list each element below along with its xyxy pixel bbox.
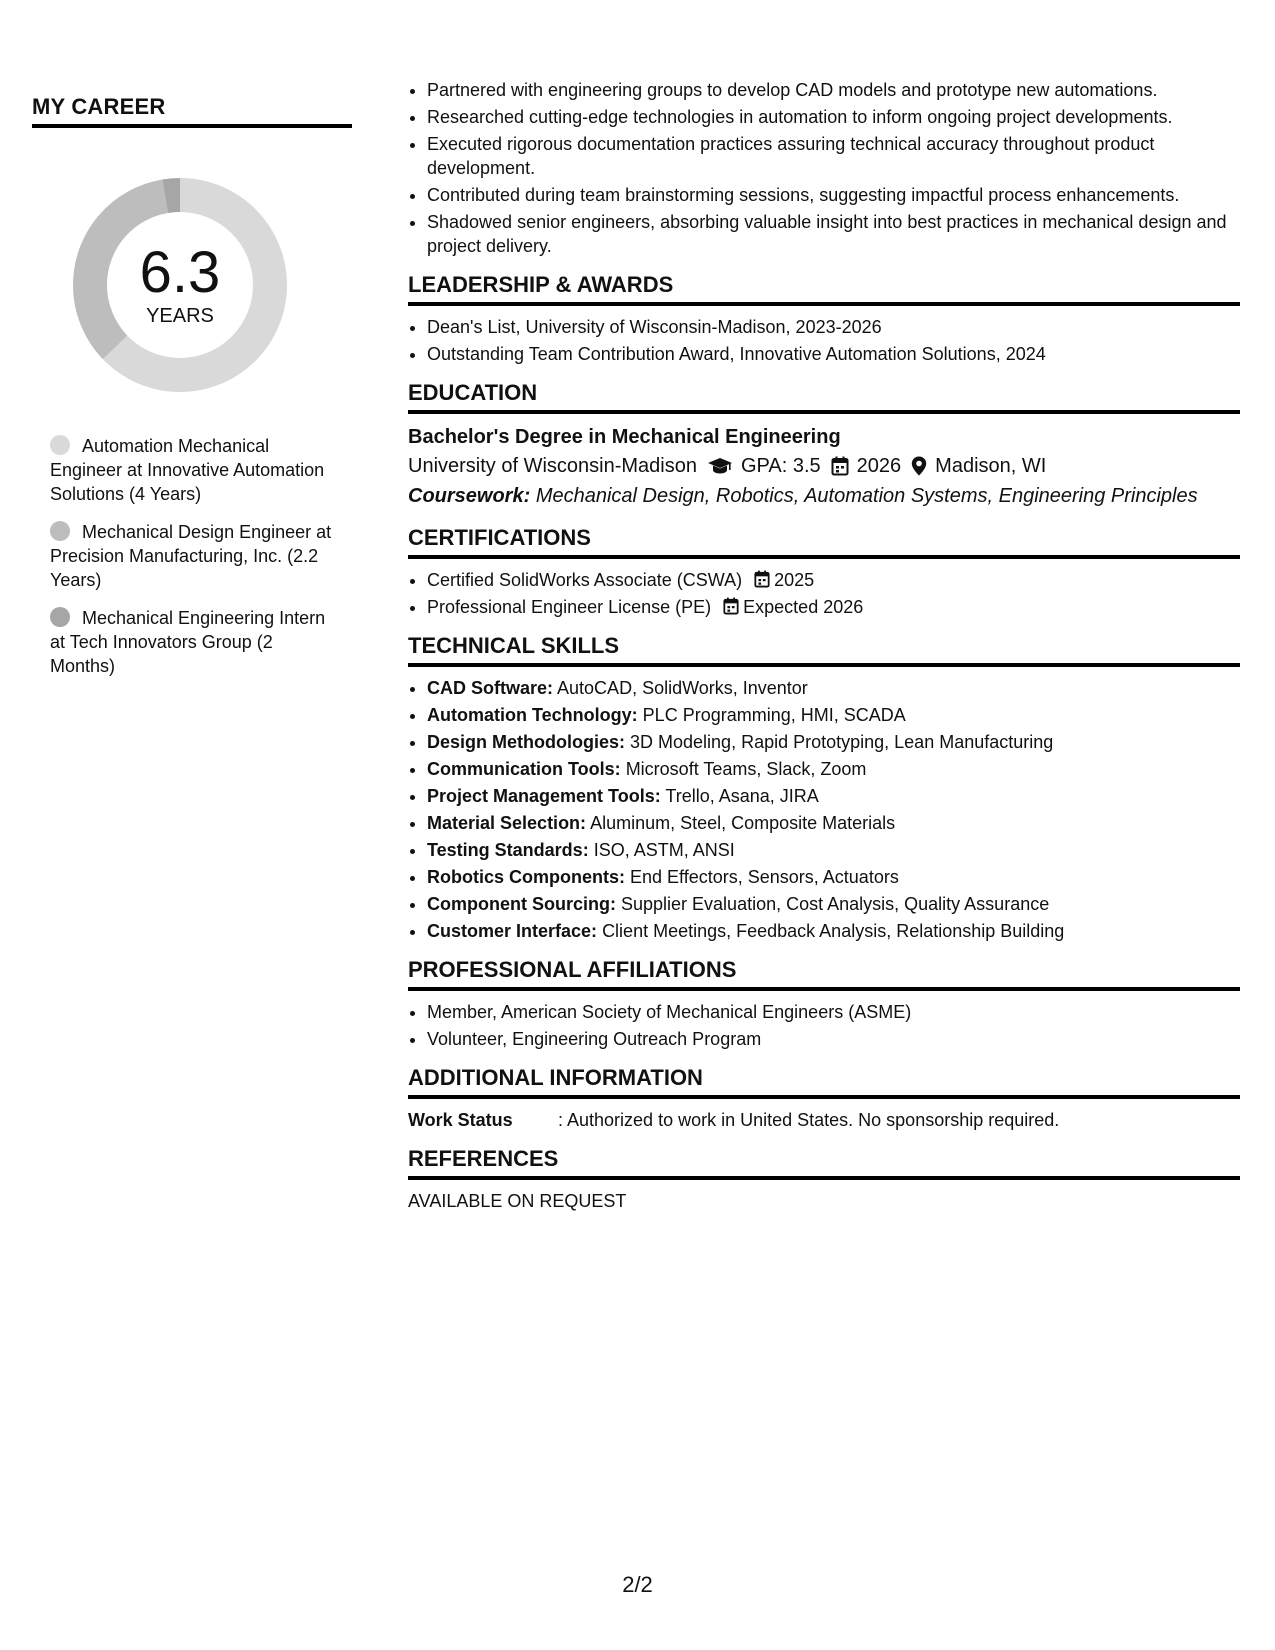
- education-details: [408, 451, 1240, 481]
- legend-item: [50, 434, 340, 506]
- skill-item: [427, 784, 1240, 808]
- skill-item: [427, 838, 1240, 862]
- coursework-label: Coursework:: [408, 485, 531, 507]
- work-status-row: [408, 1108, 1240, 1132]
- skill-name: Component Sourcing:: [427, 894, 616, 914]
- additional-info-section: [408, 1065, 1240, 1132]
- section-title: ADDITIONAL INFORMATION: [408, 1065, 1240, 1099]
- career-donut-chart: [65, 170, 295, 400]
- skill-value: PLC Programming, HMI, SCADA: [642, 705, 906, 725]
- experience-bullet: • Contributed during team brainstorming sessions, suggesting impactful process enhancements.: [427, 183, 1240, 207]
- certification-name: Professional Engineer License (PE): [427, 597, 712, 617]
- experience-bullet: • Partnered with engineering groups to develop CAD models and prototype new automations.: [427, 78, 1240, 102]
- work-status-label: Work Status: [408, 1110, 513, 1130]
- total-years-unit: YEARS: [146, 304, 214, 327]
- legend-dot: [50, 521, 70, 541]
- section-title: EDUCATION: [408, 380, 1240, 414]
- award-item: • Dean's List, University of Wisconsin-Madison, 2023-2026: [427, 315, 1240, 339]
- career-legend: [32, 434, 352, 678]
- affiliation-item: • Volunteer, Engineering Outreach Program: [427, 1027, 1240, 1051]
- section-title: PROFESSIONAL AFFILIATIONS: [408, 957, 1240, 991]
- skill-item: [427, 676, 1240, 700]
- main-column: [408, 78, 1240, 1213]
- experience-bullet: • Executed rigorous documentation practices assuring technical accuracy throughout product development.: [427, 132, 1240, 180]
- references-text: AVAILABLE ON REQUEST: [408, 1191, 627, 1211]
- skill-value: Trello, Asana, JIRA: [665, 786, 819, 806]
- work-status-value: : Authorized to work in United States. No sponsorship required.: [558, 1110, 1060, 1130]
- skill-name: Customer Interface:: [427, 921, 598, 941]
- skill-name: Robotics Components:: [427, 867, 625, 887]
- affiliation-item: • Member, American Society of Mechanical Engineers (ASME): [427, 1000, 1240, 1024]
- page-number: 2/2: [622, 1572, 653, 1597]
- leadership-section: [408, 272, 1240, 366]
- skill-item: [427, 811, 1240, 835]
- skill-item: [427, 919, 1240, 943]
- affiliations-section: [408, 957, 1240, 1051]
- school: University of Wisconsin-Madison: [408, 455, 697, 477]
- skill-item: [427, 757, 1240, 781]
- certification-item: [427, 595, 1240, 619]
- references-section: [408, 1146, 1240, 1213]
- section-title: REFERENCES: [408, 1146, 1240, 1180]
- calendar-icon: [831, 456, 849, 476]
- skill-item: [427, 730, 1240, 754]
- graduation-year: 2026: [856, 455, 902, 477]
- section-title: TECHNICAL SKILLS: [408, 633, 1240, 667]
- certifications-section: [408, 525, 1240, 619]
- skill-value: Microsoft Teams, Slack, Zoom: [625, 759, 867, 779]
- degree: Bachelor's Degree in Mechanical Engineering: [408, 426, 841, 448]
- skill-value: ISO, ASTM, ANSI: [593, 840, 735, 860]
- certification-date: Expected 2026: [743, 597, 864, 617]
- education-section: [408, 380, 1240, 511]
- legend-label: Mechanical Engineering Intern at Tech Innovators Group (2 Months): [50, 608, 326, 676]
- skills-section: [408, 633, 1240, 943]
- skill-name: Automation Technology:: [427, 705, 638, 725]
- total-years-value: 6.3: [139, 239, 221, 305]
- skill-item: [427, 865, 1240, 889]
- coursework: [408, 481, 1240, 511]
- career-title: MY CAREER: [32, 94, 352, 128]
- graduation-cap-icon: [707, 457, 733, 475]
- certification-item: [427, 568, 1240, 592]
- skill-name: Testing Standards:: [427, 840, 589, 860]
- skill-name: Material Selection:: [427, 813, 587, 833]
- skill-name: Project Management Tools:: [427, 786, 661, 806]
- skill-value: End Effectors, Sensors, Actuators: [630, 867, 899, 887]
- legend-label: Automation Mechanical Engineer at Innovative Automation Solutions (4 Years): [50, 436, 325, 504]
- calendar-icon: [723, 597, 739, 615]
- skill-name: Communication Tools:: [427, 759, 621, 779]
- coursework-list: Mechanical Design, Robotics, Automation Systems, Engineering Principles: [535, 485, 1198, 507]
- certification-name: Certified SolidWorks Associate (CSWA): [427, 570, 743, 590]
- legend-label: Mechanical Design Engineer at Precision Manufacturing, Inc. (2.2 Years): [50, 522, 332, 590]
- section-title: LEADERSHIP & AWARDS: [408, 272, 1240, 306]
- skill-value: Aluminum, Steel, Composite Materials: [590, 813, 896, 833]
- career-sidebar: [32, 94, 352, 692]
- skill-value: AutoCAD, SolidWorks, Inventor: [557, 678, 808, 698]
- skill-value: 3D Modeling, Rapid Prototyping, Lean Manufacturing: [630, 732, 1054, 752]
- gpa: GPA: 3.5: [740, 455, 821, 477]
- skill-item: [427, 892, 1240, 916]
- award-item: • Outstanding Team Contribution Award, Innovative Automation Solutions, 2024: [427, 342, 1240, 366]
- legend-item: [50, 606, 340, 678]
- legend-dot: [50, 435, 70, 455]
- location: Madison, WI: [935, 455, 1047, 477]
- experience-bullet: • Researched cutting-edge technologies in automation to inform ongoing project developments.: [427, 105, 1240, 129]
- legend-dot: [50, 607, 70, 627]
- skill-name: Design Methodologies:: [427, 732, 625, 752]
- calendar-icon: [754, 570, 770, 588]
- skill-value: Supplier Evaluation, Cost Analysis, Quality Assurance: [621, 894, 1050, 914]
- experience-bullets: [408, 78, 1240, 258]
- legend-item: [50, 520, 340, 592]
- experience-bullet: • Shadowed senior engineers, absorbing valuable insight into best practices in mechanical design and project delivery.: [427, 210, 1240, 258]
- certification-date: 2025: [774, 570, 815, 590]
- section-title: CERTIFICATIONS: [408, 525, 1240, 559]
- map-pin-icon: [911, 456, 927, 476]
- skill-value: Client Meetings, Feedback Analysis, Relationship Building: [602, 921, 1065, 941]
- skill-item: [427, 703, 1240, 727]
- skill-name: CAD Software:: [427, 678, 554, 698]
